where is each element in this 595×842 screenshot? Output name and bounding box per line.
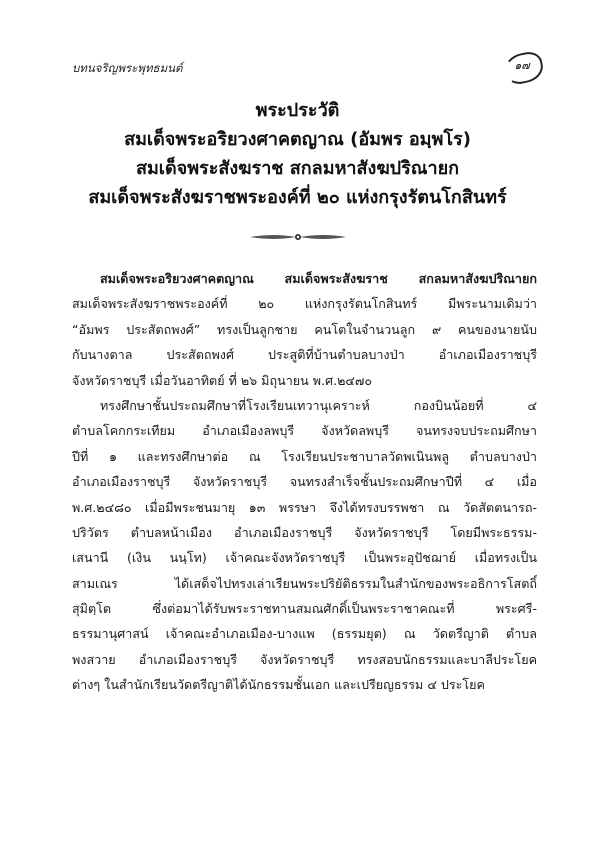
running-header: บทนจริญพระพุทธมนต์ <box>72 61 183 75</box>
body-line: จังหวัดราชบุรี เมื่อวันอาทิตย์ ที่ ๒๖ มิถุนายน พ.ศ.๒๔๗๐ <box>72 372 373 388</box>
title-block <box>60 96 535 212</box>
body-line: สามเณร ได้เสด็จไปทรงเล่าเรียนพระปริยัติธรรมในสำนักของพระอธิการโสตถิ์ <box>72 575 537 591</box>
body-line: สมเด็จพระสังฆราชพระองค์ที่ ๒๐ แห่งกรุงรัตนโกสินทร์ มีพระนามเดิมว่า <box>72 296 537 312</box>
title-line: พระประวัติ <box>255 100 340 121</box>
body-line: “อัมพร ประสัตถพงศ์” ทรงเป็นลูกชาย คนโตในจำนวนลูก ๙ คนของนายนับ <box>72 321 537 337</box>
body-line: สมเด็จพระอริยวงศาคตญาณ สมเด็จพระสังฆราช สกลมหาสังฆปริณายก <box>100 271 537 286</box>
page-number: ๑๗ <box>508 58 536 74</box>
body-line: กับนางตาล ประสัตถพงศ์ ประสูติที่บ้านตำบลบางป่า อำเภอเมืองราชบุรี <box>72 347 537 363</box>
title-line: สมเด็จพระสังฆราช สกลมหาสังฆปริณายก <box>135 158 460 179</box>
title-line: สมเด็จพระสังฆราชพระองค์ที่ ๒๐ แห่งกรุงรัตนโกสินทร์ <box>88 187 507 208</box>
body-line: สุมิตฺโต ซึ่งต่อมาได้รับพระราชทานสมณศักดิ์เป็นพระราชาคณะที่ พระศรี- <box>72 601 537 617</box>
body-line: ปีที่ ๑ และทรงศึกษาต่อ ณ โรงเรียนประชาบาลวัดพเนินพลู ตำบลบางป่า <box>72 448 537 464</box>
body-line: พงสวาย อำเภอเมืองราชบุรี จังหวัดราชบุรี ทรงสอบนักธรรมและบาลีประโยค <box>72 651 537 667</box>
decorative-divider-icon <box>248 230 348 244</box>
body-line: ต่างๆ ในสำนักเรียนวัดตรีญาติได้นักธรรมชั้นเอก และเปรียญธรรม ๔ ประโยค <box>72 677 485 693</box>
title-line: สมเด็จพระอริยวงศาคตญาณ (อัมพร อมฺพโร) <box>124 129 471 150</box>
body-line: ทรงศึกษาชั้นประถมศึกษาที่โรงเรียนเทวานุเคราะห์ กองบินน้อยที่ ๔ <box>100 397 537 413</box>
body-line: ตำบลโคกกระเทียม อำเภอเมืองลพบุรี จังหวัดลพบุรี จนทรงจบประถมศึกษา <box>72 423 537 439</box>
body-text <box>72 266 537 698</box>
body-line: ธรรมานุศาสน์ เจ้าคณะอำเภอเมือง-บางแพ (ธรรมยุต) ณ วัดตรีญาติ ตำบล <box>72 626 537 642</box>
body-line: ปริวัตร ตำบลหน้าเมือง อำเภอเมืองราชบุรี จังหวัดราชบุรี โดยมีพระธรรม- <box>72 524 537 540</box>
body-line: พ.ศ.๒๔๘๐ เมื่อมีพระชนมายุ ๑๓ พรรษา จึงได้ทรงบรรพชา ณ วัดสัตตนารถ- <box>72 499 537 515</box>
body-line: เสนานี (เงิน นนฺโท) เจ้าคณะจังหวัดราชบุรี เป็นพระอุปัชฌาย์ เมื่อทรงเป็น <box>72 550 537 566</box>
body-line: อำเภอเมืองราชบุรี จังหวัดราชบุรี จนทรงสำเร็จชั้นประถมศึกษาปีที่ ๔ เมื่อ <box>72 474 537 490</box>
